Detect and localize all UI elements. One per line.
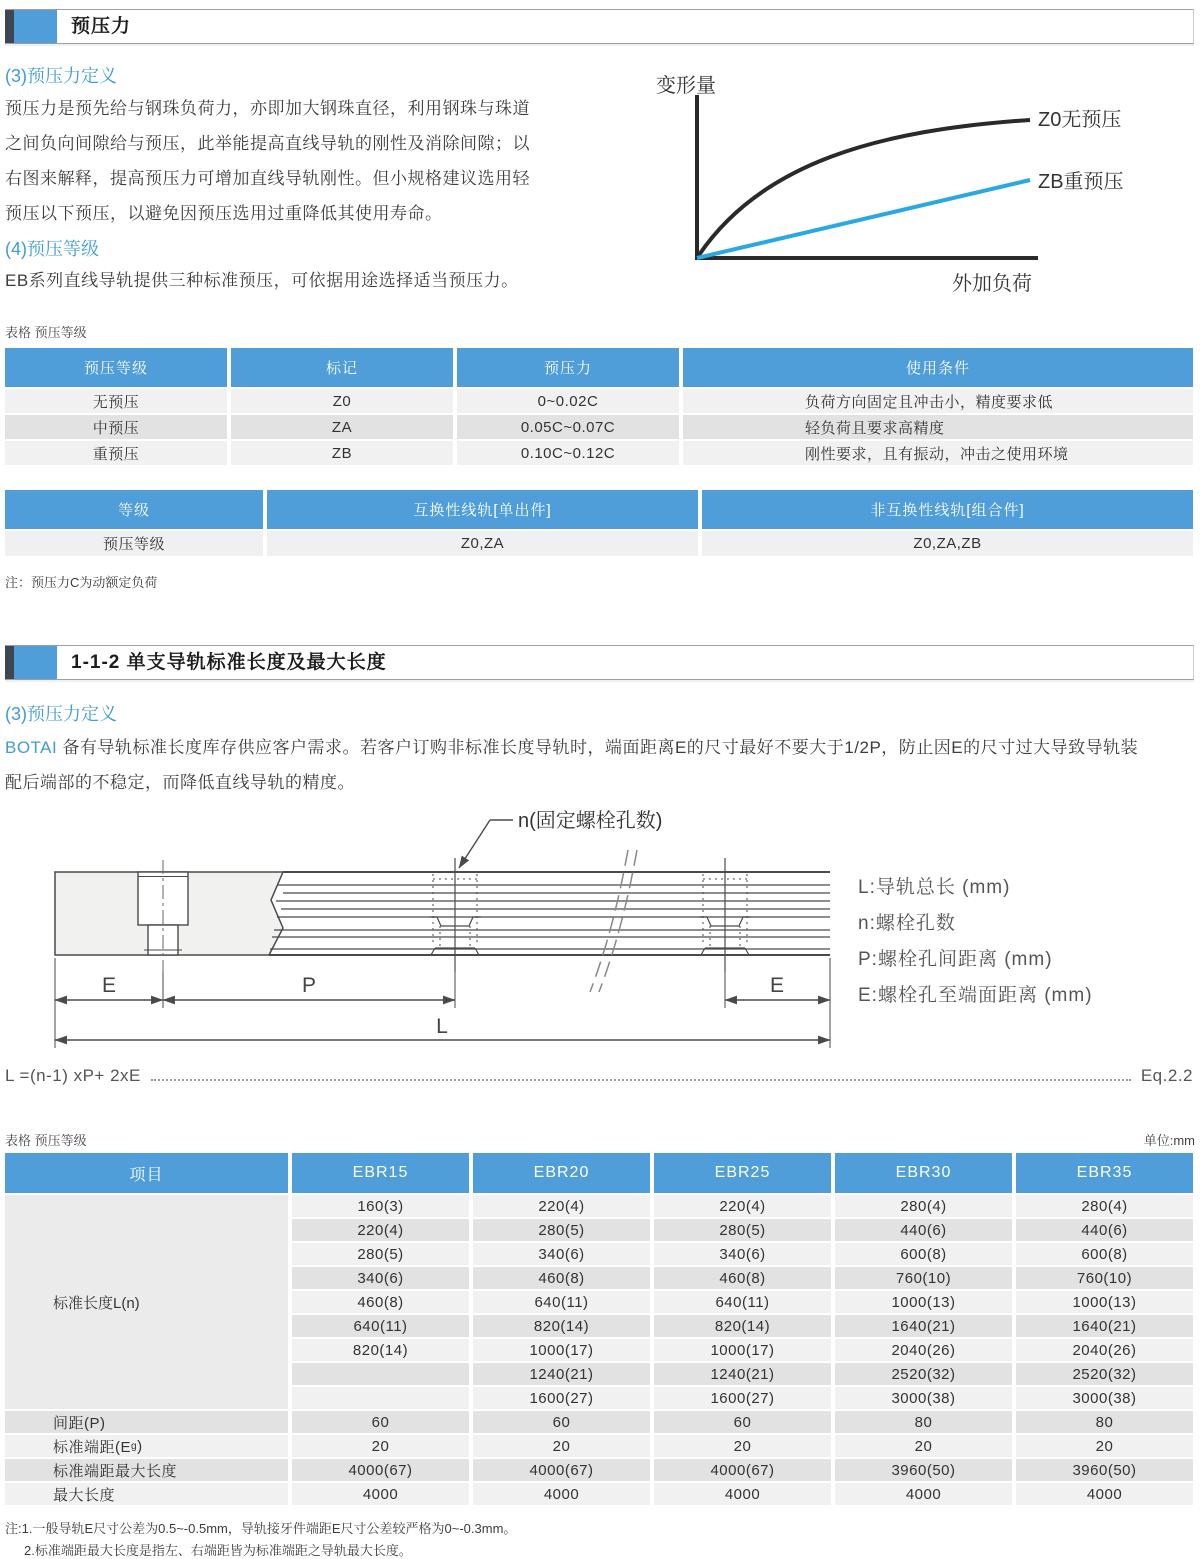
- section1-header-bar: [5, 9, 1194, 44]
- table3-length-cell: 2520(32): [1016, 1363, 1193, 1385]
- table3-caption: 表格 预压等级: [5, 1133, 87, 1148]
- table3-value-cell: 4000: [292, 1483, 469, 1505]
- table1-cell: 0~0.02C: [457, 389, 679, 413]
- table3-length-cell: 1000(17): [473, 1339, 650, 1361]
- table2-header-cell: 非互换性线轨[组合件]: [702, 490, 1193, 529]
- legend-line: L:导轨总长 (mm): [858, 877, 1011, 898]
- equation-row: [5, 1066, 1193, 1086]
- chart-line-zb-label: ZB重预压: [1038, 171, 1124, 193]
- paragraph-line: 预压力是预先给与钢珠负荷力，亦即加大钢珠直径，利用钢珠与珠道: [5, 99, 530, 118]
- paragraph-line: 配后端部的不稳定，而降低直线导轨的精度。: [5, 773, 355, 792]
- table3-length-cell: 1000(13): [835, 1291, 1012, 1313]
- rail-groove-lines: [269, 872, 830, 955]
- table1-caption: 表格 预压等级: [5, 325, 87, 340]
- table3-value-cell: 20: [1016, 1435, 1193, 1457]
- table3-length-cell: 280(4): [835, 1195, 1012, 1217]
- table3-value-cell: 4000: [835, 1483, 1012, 1505]
- chart-curve-z0-label: Z0无预压: [1038, 109, 1122, 131]
- table3-value-cell: 3960(50): [835, 1459, 1012, 1481]
- chart-line-zb: [697, 180, 1030, 258]
- table3-length-cell: 640(11): [473, 1291, 650, 1313]
- table1-header-cell: 使用条件: [683, 348, 1193, 387]
- table3-length-cell: 2520(32): [835, 1363, 1012, 1385]
- table3-length-cell: 220(4): [473, 1195, 650, 1217]
- def-heading-1: (3)预压力定义: [5, 66, 117, 86]
- table3-value-cell: 80: [835, 1411, 1012, 1433]
- dim-label-e-right: E: [769, 974, 785, 997]
- table3-length-cell: 820(14): [473, 1315, 650, 1337]
- preload-grade-table: [5, 348, 1193, 465]
- paragraph-line: [5, 733, 1138, 758]
- table3-value-cell: 60: [292, 1411, 469, 1433]
- table3-length-cell: [292, 1363, 469, 1385]
- table3-length-cell: 1640(21): [835, 1315, 1012, 1337]
- table2-header-cell: 等级: [5, 490, 263, 529]
- table3-row-label: 最大长度: [5, 1483, 288, 1505]
- table3-length-cell: 460(8): [473, 1267, 650, 1289]
- def-heading-2: (3)预压力定义: [5, 704, 117, 724]
- table1-cell: 重预压: [5, 441, 227, 465]
- equation-number: Eq.2.2: [1140, 1066, 1193, 1085]
- callout-label: n(固定螺栓孔数): [518, 810, 663, 832]
- table3-value-cell: 4000(67): [473, 1459, 650, 1481]
- table3-length-cell: 280(5): [473, 1219, 650, 1241]
- table3-value-cell: 4000: [1016, 1483, 1193, 1505]
- table3-value-cell: 4000(67): [654, 1459, 831, 1481]
- table3-length-cell: 220(4): [654, 1195, 831, 1217]
- equation-formula: L =(n-1) xP+ 2xE: [5, 1066, 141, 1085]
- table1-cell: 无预压: [5, 389, 227, 413]
- table3-length-cell: 3000(38): [1016, 1387, 1193, 1409]
- table3-row-label: 间距(P): [5, 1411, 288, 1433]
- table3-length-label-cell: 标准长度L(n): [5, 1195, 288, 1409]
- preload-deformation-chart: [640, 72, 1200, 307]
- table3-length-cell: 1240(21): [654, 1363, 831, 1385]
- table1-cell: 0.10C~0.12C: [457, 441, 679, 465]
- section2-header-bar: [5, 645, 1194, 680]
- table1-condition-cell: 轻负荷且要求高精度: [683, 415, 1193, 439]
- section1-title: 预压力: [71, 16, 132, 37]
- legend-line: n:螺栓孔数: [858, 913, 956, 934]
- table1-header-cell: 预压力: [457, 348, 679, 387]
- table3-length-cell: 1000(13): [1016, 1291, 1193, 1313]
- table3-length-cell: 340(6): [654, 1243, 831, 1265]
- table3-length-cell: 280(5): [654, 1219, 831, 1241]
- section-dark-square: [5, 10, 14, 43]
- chart-y-axis-label: 变形量: [656, 75, 716, 97]
- dim-label-p: P: [301, 974, 317, 997]
- table1-condition-cell: 刚性要求，且有振动，冲击之使用环境: [683, 441, 1193, 465]
- table3-length-cell: 1240(21): [473, 1363, 650, 1385]
- dim-label-e-left: E: [101, 974, 117, 997]
- table3-value-cell: 60: [473, 1411, 650, 1433]
- table3-value-cell: 20: [292, 1435, 469, 1457]
- table3-note: 注:1.一般导轨E尺寸公差为0.5~-0.5mm，导轨接牙件端距E尺寸公差较严格为0~-0.3mm。: [5, 1521, 517, 1536]
- table3-header-cell: EBR25: [654, 1153, 831, 1193]
- legend-line: P:螺栓孔间距离 (mm): [858, 949, 1053, 970]
- table3-value-cell: 20: [654, 1435, 831, 1457]
- table3-value-cell: 20: [835, 1435, 1012, 1457]
- table3-header-cell: EBR35: [1016, 1153, 1193, 1193]
- chart-x-axis-label: 外加负荷: [952, 273, 1032, 295]
- table3-value-cell: 4000: [654, 1483, 831, 1505]
- table3-length-cell: 760(10): [835, 1267, 1012, 1289]
- table1-cell: 0.05C~0.07C: [457, 415, 679, 439]
- table1-header-cell: 标记: [231, 348, 453, 387]
- section-blue-square: [14, 10, 57, 43]
- legend-line: E:螺栓孔至端面距离 (mm): [858, 985, 1093, 1006]
- paragraph-line: 右图来解释，提高预压力可增加直线导轨刚性。但小规格建议选用轻: [5, 169, 530, 188]
- table3-length-cell: 160(3): [292, 1195, 469, 1217]
- interchangeability-table: [5, 490, 1193, 556]
- table2-header-cell: 互换性线轨[单出件]: [267, 490, 698, 529]
- table3-length-cell: 1600(27): [654, 1387, 831, 1409]
- table3-length-cell: 340(6): [473, 1243, 650, 1265]
- dim-label-l: L: [436, 1015, 448, 1038]
- table1-cell: ZB: [231, 441, 453, 465]
- table3-length-cell: 1000(17): [654, 1339, 831, 1361]
- standard-length-table: [5, 1153, 1193, 1505]
- table3-note: 2.标准端距最大长度是指左、右端距皆为标准端距之导轨最大长度。: [24, 1543, 412, 1558]
- table1-cell: 中预压: [5, 415, 227, 439]
- table3-length-cell: 640(11): [654, 1291, 831, 1313]
- table3-length-cell: 1600(27): [473, 1387, 650, 1409]
- table3-length-cell: 440(6): [1016, 1219, 1193, 1241]
- table3-length-cell: 820(14): [292, 1339, 469, 1361]
- table2-note: 注：预压力C为动额定负荷: [5, 575, 158, 590]
- table3-header-cell: EBR20: [473, 1153, 650, 1193]
- table3-length-cell: 2040(26): [835, 1339, 1012, 1361]
- table3-length-cell: 760(10): [1016, 1267, 1193, 1289]
- table3-length-cell: 600(8): [1016, 1243, 1193, 1265]
- table3-length-cell: 340(6): [292, 1267, 469, 1289]
- table3-length-cell: 2040(26): [1016, 1339, 1193, 1361]
- table3-length-cell: 1640(21): [1016, 1315, 1193, 1337]
- grade-text: EB系列直线导轨提供三种标准预压，可依据用途选择适当预压力。: [5, 271, 519, 290]
- paragraph-line: 之间负向间隙给与预压，此举能提高直线导轨的刚性及消除间隙；以: [5, 134, 530, 153]
- table3-length-cell: 460(8): [654, 1267, 831, 1289]
- table3-length-cell: 440(6): [835, 1219, 1012, 1241]
- table1-header-cell: 预压等级: [5, 348, 227, 387]
- table3-header-cell: 项目: [5, 1153, 288, 1193]
- table3-value-cell: 20: [473, 1435, 650, 1457]
- grade-heading: (4)预压等级: [5, 239, 99, 259]
- table3-header-cell: EBR30: [835, 1153, 1012, 1193]
- table3-length-cell: 640(11): [292, 1315, 469, 1337]
- table1-condition-cell: 负荷方向固定且冲击小，精度要求低: [683, 389, 1193, 413]
- equation-dotted-leader: [151, 1079, 1131, 1081]
- brand-name: BOTAI: [5, 738, 58, 757]
- table3-length-cell: 3000(38): [835, 1387, 1012, 1409]
- table3-length-cell: 820(14): [654, 1315, 831, 1337]
- table2-cell: 预压等级: [5, 531, 263, 556]
- paragraph-line: 预压以下预压，以避免因预压选用过重降低其使用寿命。: [5, 204, 443, 223]
- table3-length-cell: 600(8): [835, 1243, 1012, 1265]
- table3-value-cell: 60: [654, 1411, 831, 1433]
- table3-header-cell: EBR15: [292, 1153, 469, 1193]
- table3-length-cell: [292, 1387, 469, 1409]
- callout-leader: [459, 820, 490, 868]
- table3-row-label: 标准端距(E g ): [5, 1435, 288, 1457]
- table3-length-cell: 460(8): [292, 1291, 469, 1313]
- table3-value-cell: 4000: [473, 1483, 650, 1505]
- table3-value-cell: 80: [1016, 1411, 1193, 1433]
- table1-cell: Z0: [231, 389, 453, 413]
- chart-axes: [697, 95, 1038, 258]
- table3-value-cell: 4000(67): [292, 1459, 469, 1481]
- table3-length-cell: 220(4): [292, 1219, 469, 1241]
- chart-curve-z0: [697, 120, 1030, 258]
- table1-cell: ZA: [231, 415, 453, 439]
- paragraph-text: 备有导轨标准长度库存供应客户需求。若客户订购非标准长度导轨时，端面距离E的尺寸最好不要大于1/2P，防止因E的尺寸过大导致导轨装: [57, 738, 1139, 757]
- table3-value-cell: 3960(50): [1016, 1459, 1193, 1481]
- table3-row-label: 标准端距最大长度: [5, 1459, 288, 1481]
- table3-length-cell: 280(5): [292, 1243, 469, 1265]
- section2-title: 1-1-2 单支导轨标准长度及最大长度: [71, 652, 387, 673]
- diagram-legend: [858, 870, 1093, 1014]
- section-dark-square: [5, 646, 14, 679]
- table3-length-cell: 280(4): [1016, 1195, 1193, 1217]
- section-blue-square: [14, 646, 57, 679]
- table2-cell: Z0,ZA,ZB: [702, 531, 1193, 556]
- table3-unit: 单位:mm: [1143, 1133, 1195, 1148]
- table2-cell: Z0,ZA: [267, 531, 698, 556]
